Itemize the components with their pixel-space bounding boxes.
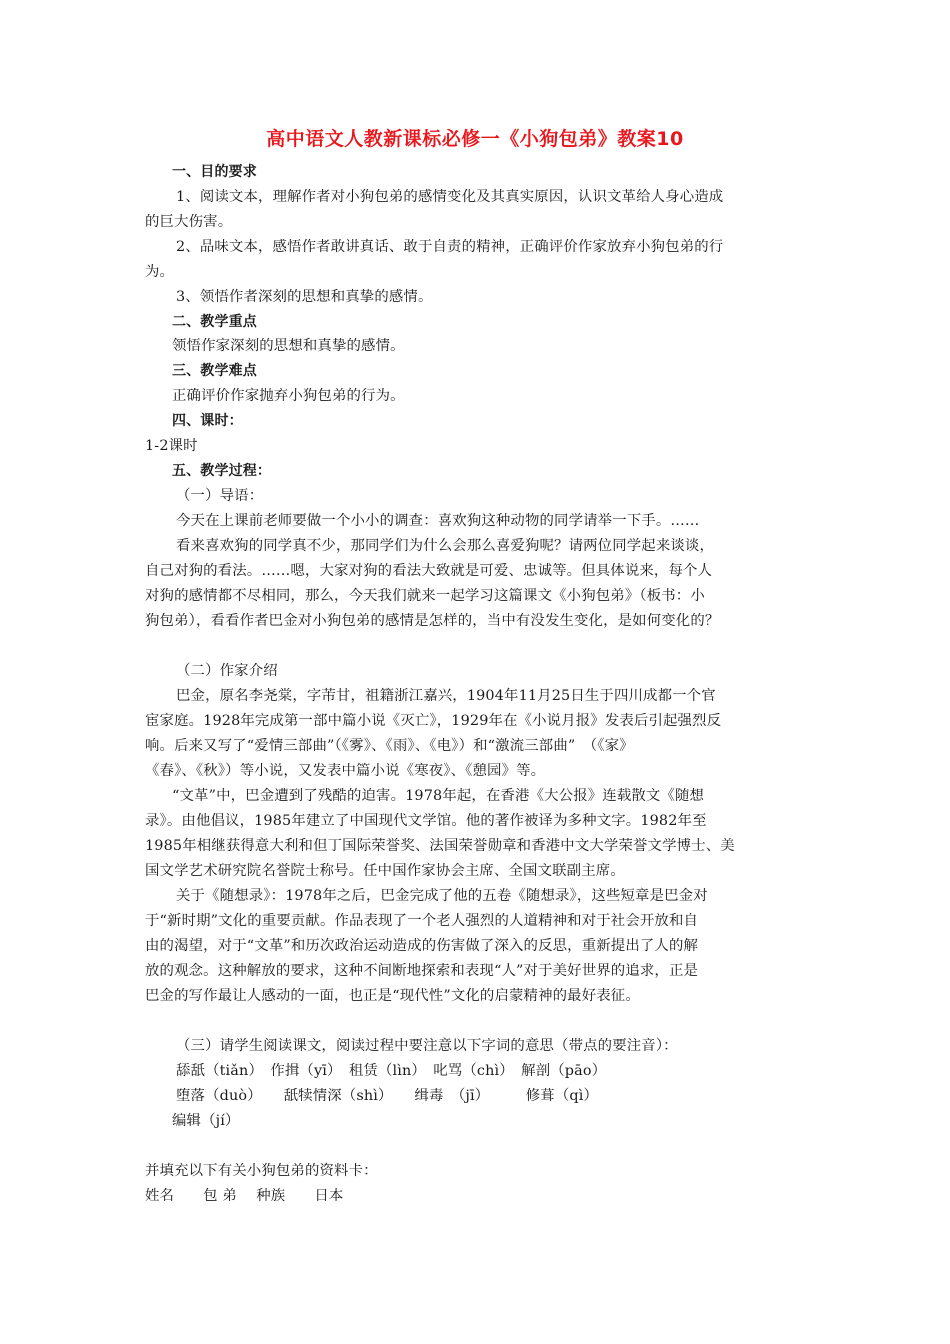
text-line: 狗包弟），看看作者巴金对小狗包弟的感情是怎样的，当中有没发生变化，是如何变化的？	[145, 613, 720, 629]
text-line: “文革”中，巴金遭到了残酷的迫害。1978年起，在香港《大公报》连载散文《随想	[172, 788, 705, 804]
text-line: 1-2课时	[145, 438, 198, 454]
text-line: （二）作家介绍	[176, 663, 278, 679]
text-line: 姓名 包 弟 种族 日本	[145, 1188, 344, 1204]
text-line: 的巨大伤害。	[145, 214, 233, 230]
text-line: 3、领悟作者深刻的思想和真挚的感情。	[176, 289, 433, 305]
text-line: 舔舐（tiǎn） 作揖（yī） 租赁（lìn） 叱骂（chì） 解剖（pāo）	[176, 1063, 607, 1079]
text-line: 正确评价作家抛弃小狗包弟的行为。	[172, 388, 405, 404]
text-line: 对狗的感情都不尽相同，那么，今天我们就来一起学习这篇课文《小狗包弟》（板书：小	[145, 588, 705, 604]
text-line: 1985年相继获得意大利和但丁国际荣誉奖、法国荣誉勋章和香港中文大学荣誉文学博士、美	[145, 838, 735, 854]
document-title: 高中语文人教新课标必修一《小狗包弟》教案10	[266, 128, 684, 150]
text-line: 编辑（jí）	[172, 1113, 240, 1129]
text-line: 堕落（duò） 舐犊情深（shì） 缉毒 （jī） 修葺（qì）	[176, 1088, 599, 1104]
text-line: 于“新时期”文化的重要贡献。作品表现了一个老人强烈的人道精神和对于社会开放和自	[145, 913, 699, 929]
section-heading: 一、目的要求	[172, 164, 257, 180]
text-line: 国文学艺术研究院名誉院士称号。任中国作家协会主席、全国文联副主席。	[145, 863, 625, 879]
text-line: 响。后来又写了“爱情三部曲”（《雾》、《雨》、《电》）和“激流三部曲” （《家》	[145, 738, 634, 754]
text-line: 由的渴望，对于“文革”和历次政治运动造成的伤害做了深入的反思，重新提出了人的解	[145, 938, 699, 954]
text-line: 《春》、《秋》）等小说，又发表中篇小说《寒夜》、《憩园》等。	[145, 763, 546, 779]
text-line: 2、品味文本，感悟作者敢讲真话、敢于自责的精神，正确评价作家放弃小狗包弟的行	[176, 239, 724, 255]
text-line: 录》。由他倡议，1985年建立了中国现代文学馆。他的著作被译为多种文字。1982年至	[145, 813, 707, 829]
text-line: 自己对狗的看法。……嗯，大家对狗的看法大致就是可爱、忠诚等。但具体说来，每个人	[145, 563, 713, 579]
section-heading: 二、教学重点	[172, 314, 257, 330]
text-line: 放的观念。这种解放的要求，这种不间断地探索和表现“人”对于美好世界的追求，正是	[145, 963, 699, 979]
section-heading: 五、教学过程：	[172, 463, 272, 479]
text-line: 巴金的写作最让人感动的一面，也正是“现代性”文化的启蒙精神的最好表征。	[145, 988, 640, 1004]
text-line: 巴金，原名李尧棠，字芾甘，祖籍浙江嘉兴，1904年11月25日生于四川成都一个官	[176, 688, 716, 704]
section-heading: 三、教学难点	[172, 363, 257, 379]
text-line: 关于《随想录》：1978年之后，巴金完成了他的五卷《随想录》，这些短章是巴金对	[176, 888, 708, 904]
text-line: 领悟作家深刻的思想和真挚的感情。	[172, 338, 405, 354]
text-line: 看来喜欢狗的同学真不少，那同学们为什么会那么喜爱狗呢？请两位同学起来谈谈，	[176, 538, 715, 554]
text-line: 今天在上课前老师要做一个小小的调查：喜欢狗这种动物的同学请举一下手。……	[176, 513, 700, 529]
text-line: 1、阅读文本，理解作者对小狗包弟的感情变化及其真实原因，认识文革给人身心造成	[176, 189, 724, 205]
text-line: 为。	[145, 264, 175, 280]
section-heading: 四、课时：	[172, 413, 243, 429]
text-line: （三）请学生阅读课文，阅读过程中要注意以下字词的意思（带点的要注音）：	[176, 1038, 678, 1054]
text-line: 并填充以下有关小狗包弟的资料卡：	[145, 1163, 378, 1179]
text-line: （一）导语：	[176, 488, 264, 504]
text-line: 宦家庭。1928年完成第一部中篇小说《灭亡》，1929年在《小说月报》发表后引起强烈反	[145, 713, 722, 729]
